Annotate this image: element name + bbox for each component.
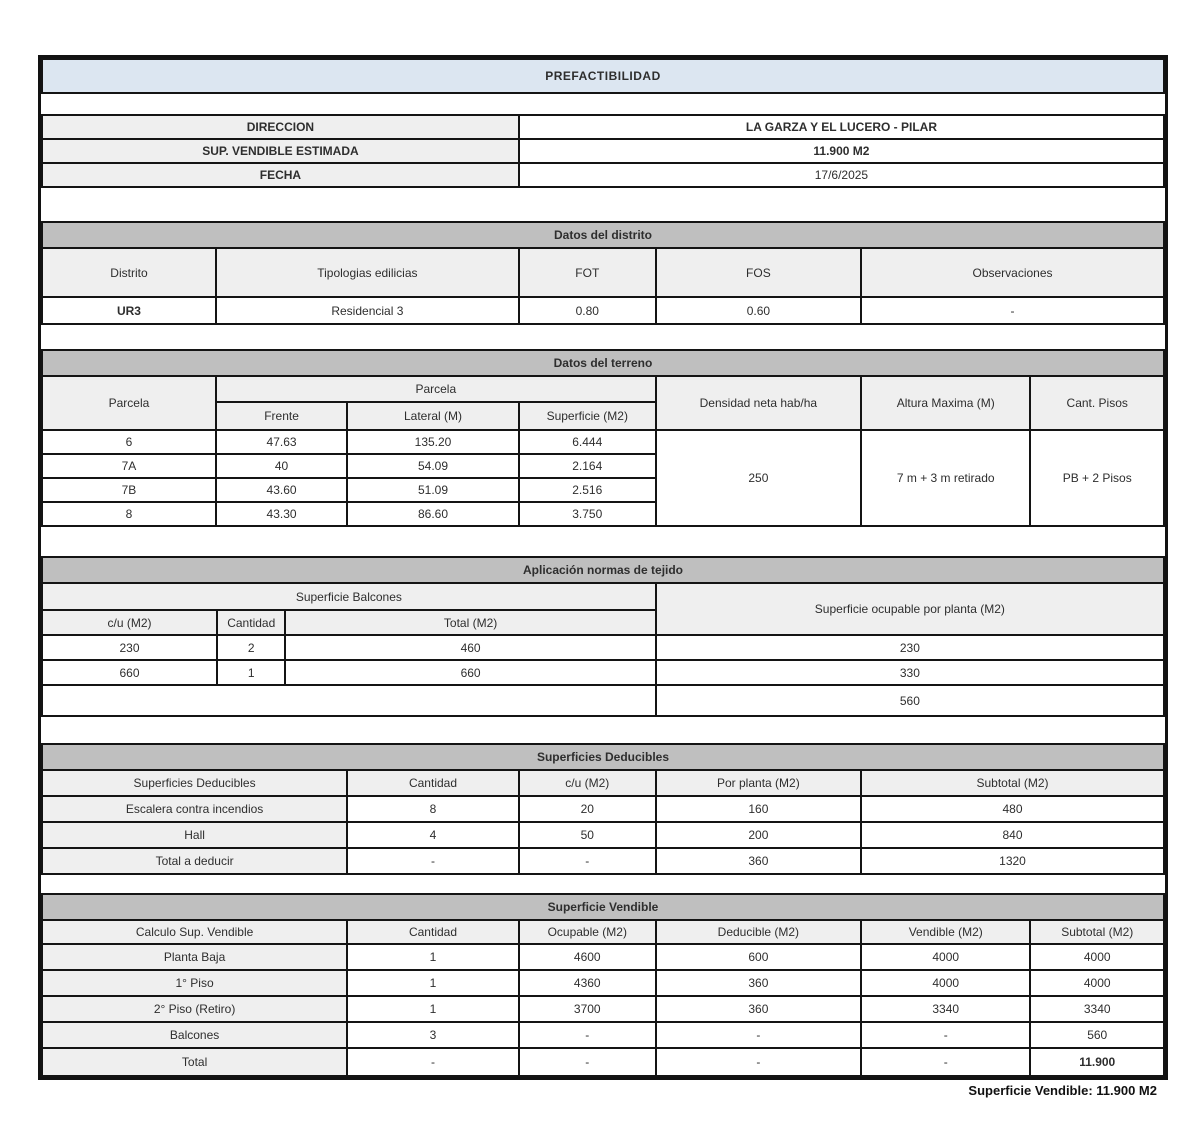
lateral-cell: 86.60: [347, 502, 519, 526]
cantidad-cell: 1: [347, 970, 519, 996]
superficie-cell: 2.164: [519, 454, 656, 478]
distrito-header: Distrito: [42, 248, 216, 297]
ocupable-cell: 4600: [519, 944, 656, 970]
cu-cell: -: [519, 848, 656, 874]
cantidad-cell: 4: [347, 822, 519, 848]
direccion-label: DIRECCION: [42, 115, 519, 139]
calculo-header: Calculo Sup. Vendible: [42, 920, 347, 944]
spacer-row: [41, 875, 1165, 893]
frente-header: Frente: [216, 402, 347, 430]
cantidad-cell: 1: [347, 996, 519, 1022]
cantidad-cell: 1: [217, 660, 285, 685]
ocupable-cell: 4360: [519, 970, 656, 996]
superficie-cell: 6.444: [519, 430, 656, 454]
total-cell: 660: [285, 660, 655, 685]
fecha-value: 17/6/2025: [519, 163, 1164, 187]
cantidad-header: Cantidad: [217, 610, 285, 635]
subtotal-cell: 1320: [861, 848, 1164, 874]
spacer-row: [41, 717, 1165, 743]
por-planta-cell: 160: [656, 796, 861, 822]
subtotal-cell: 4000: [1030, 944, 1164, 970]
cantidad-header: Cantidad: [347, 920, 519, 944]
spacer-row: [41, 527, 1165, 556]
sup-vendible-estimada-label: SUP. VENDIBLE ESTIMADA: [42, 139, 519, 163]
altura-maxima-header: Altura Maxima (M): [861, 376, 1030, 430]
subtotal-cell: 4000: [1030, 970, 1164, 996]
piso-name-cell: 2° Piso (Retiro): [42, 996, 347, 1022]
direccion-value: LA GARZA Y EL LUCERO - PILAR: [519, 115, 1164, 139]
superficie-vendible-summary: Superficie Vendible: 11.900 M2: [968, 1083, 1157, 1098]
spacer-row: [41, 325, 1165, 349]
vendible-section-banner: Superficie Vendible: [42, 894, 1164, 920]
ocupable-cell: 230: [656, 635, 1164, 660]
vendible-cell: 3340: [861, 996, 1030, 1022]
distrito-section-banner: Datos del distrito: [42, 222, 1164, 248]
superficie-cell: 3.750: [519, 502, 656, 526]
superficie-cell: 2.516: [519, 478, 656, 502]
vendible-cell: -: [861, 1048, 1030, 1076]
altura-maxima-cell: 7 m + 3 m retirado: [861, 430, 1030, 526]
densidad-cell: 250: [656, 430, 861, 526]
page-title: PREFACTIBILIDAD: [42, 59, 1164, 93]
ocupable-cell: 560: [656, 685, 1164, 716]
piso-name-cell: Planta Baja: [42, 944, 347, 970]
empty-cell: [42, 685, 656, 716]
cant-pisos-header: Cant. Pisos: [1030, 376, 1164, 430]
prefactibilidad-sheet: [38, 55, 1168, 1098]
cu-cell: 20: [519, 796, 656, 822]
info-table: [41, 114, 1165, 188]
spacer-row: [41, 188, 1165, 221]
superficie-ocupable-header: Superficie ocupable por planta (M2): [656, 583, 1164, 635]
total-vendible-cell: 11.900: [1030, 1048, 1164, 1076]
subtotal-cell: 480: [861, 796, 1164, 822]
frente-cell: 43.30: [216, 502, 347, 526]
observaciones-cell: -: [861, 297, 1164, 324]
cu-cell: 230: [42, 635, 217, 660]
fos-cell: 0.60: [656, 297, 861, 324]
terreno-table: [41, 349, 1165, 527]
distrito-code-cell: UR3: [42, 297, 216, 324]
deducible-name-cell: Total a deducir: [42, 848, 347, 874]
fos-header: FOS: [656, 248, 861, 297]
por-planta-cell: 200: [656, 822, 861, 848]
vendible-cell: 4000: [861, 944, 1030, 970]
cantidad-cell: 8: [347, 796, 519, 822]
cantidad-cell: 1: [347, 944, 519, 970]
parcela-id-cell: 7A: [42, 454, 216, 478]
piso-name-cell: 1° Piso: [42, 970, 347, 996]
vendible-header: Vendible (M2): [861, 920, 1030, 944]
deducibles-section-banner: Superficies Deducibles: [42, 744, 1164, 770]
total-m2-header: Total (M2): [285, 610, 655, 635]
deducibles-table: [41, 743, 1165, 875]
densidad-header: Densidad neta hab/ha: [656, 376, 861, 430]
superficie-balcones-header: Superficie Balcones: [42, 583, 656, 610]
frente-cell: 43.60: [216, 478, 347, 502]
piso-name-cell: Balcones: [42, 1022, 347, 1048]
cantidad-cell: 3: [347, 1022, 519, 1048]
ocupable-cell: -: [519, 1048, 656, 1076]
distrito-table: [41, 221, 1165, 325]
parcela-id-cell: 6: [42, 430, 216, 454]
parcela-group-header: Parcela: [216, 376, 656, 402]
deducible-cell: -: [656, 1022, 861, 1048]
fecha-label: FECHA: [42, 163, 519, 187]
lateral-cell: 54.09: [347, 454, 519, 478]
cu-m2-header: c/u (M2): [42, 610, 217, 635]
deducible-cell: 360: [656, 996, 861, 1022]
lateral-cell: 135.20: [347, 430, 519, 454]
subtotal-header: Subtotal (M2): [861, 770, 1164, 796]
parcela-col-header: Parcela: [42, 376, 216, 430]
vendible-cell: -: [861, 1022, 1030, 1048]
deducible-name-cell: Escalera contra incendios: [42, 796, 347, 822]
deducible-cell: -: [656, 1048, 861, 1076]
tipologias-header: Tipologias edilicias: [216, 248, 519, 297]
deducible-name-cell: Hall: [42, 822, 347, 848]
title-table: [41, 58, 1165, 94]
tejido-table: [41, 556, 1165, 717]
cu-cell: 660: [42, 660, 217, 685]
parcela-id-cell: 7B: [42, 478, 216, 502]
frente-cell: 47.63: [216, 430, 347, 454]
ocupable-cell: 330: [656, 660, 1164, 685]
cantidad-header: Cantidad: [347, 770, 519, 796]
cantidad-cell: 2: [217, 635, 285, 660]
subtotal-header: Subtotal (M2): [1030, 920, 1164, 944]
vendible-cell: 4000: [861, 970, 1030, 996]
spacer-row: [41, 94, 1165, 114]
lateral-cell: 51.09: [347, 478, 519, 502]
total-label-cell: Total: [42, 1048, 347, 1076]
ocupable-cell: -: [519, 1022, 656, 1048]
fot-header: FOT: [519, 248, 656, 297]
total-cell: 460: [285, 635, 655, 660]
cantidad-cell: -: [347, 1048, 519, 1076]
cantidad-cell: -: [347, 848, 519, 874]
vendible-table: [41, 893, 1165, 1077]
subtotal-cell: 560: [1030, 1022, 1164, 1048]
por-planta-cell: 360: [656, 848, 861, 874]
terreno-section-banner: Datos del terreno: [42, 350, 1164, 376]
deducibles-name-header: Superficies Deducibles: [42, 770, 347, 796]
tipologia-cell: Residencial 3: [216, 297, 519, 324]
parcela-id-cell: 8: [42, 502, 216, 526]
cu-m2-header: c/u (M2): [519, 770, 656, 796]
subtotal-cell: 840: [861, 822, 1164, 848]
cu-cell: 50: [519, 822, 656, 848]
frente-cell: 40: [216, 454, 347, 478]
observaciones-header: Observaciones: [861, 248, 1164, 297]
por-planta-header: Por planta (M2): [656, 770, 861, 796]
deducible-cell: 360: [656, 970, 861, 996]
ocupable-header: Ocupable (M2): [519, 920, 656, 944]
deducible-header: Deducible (M2): [656, 920, 861, 944]
superficie-header: Superficie (M2): [519, 402, 656, 430]
ocupable-cell: 3700: [519, 996, 656, 1022]
fot-cell: 0.80: [519, 297, 656, 324]
cant-pisos-cell: PB + 2 Pisos: [1030, 430, 1164, 526]
tejido-section-banner: Aplicación normas de tejido: [42, 557, 1164, 583]
lateral-header: Lateral (M): [347, 402, 519, 430]
deducible-cell: 600: [656, 944, 861, 970]
sup-vendible-estimada-value: 11.900 M2: [519, 139, 1164, 163]
subtotal-cell: 3340: [1030, 996, 1164, 1022]
